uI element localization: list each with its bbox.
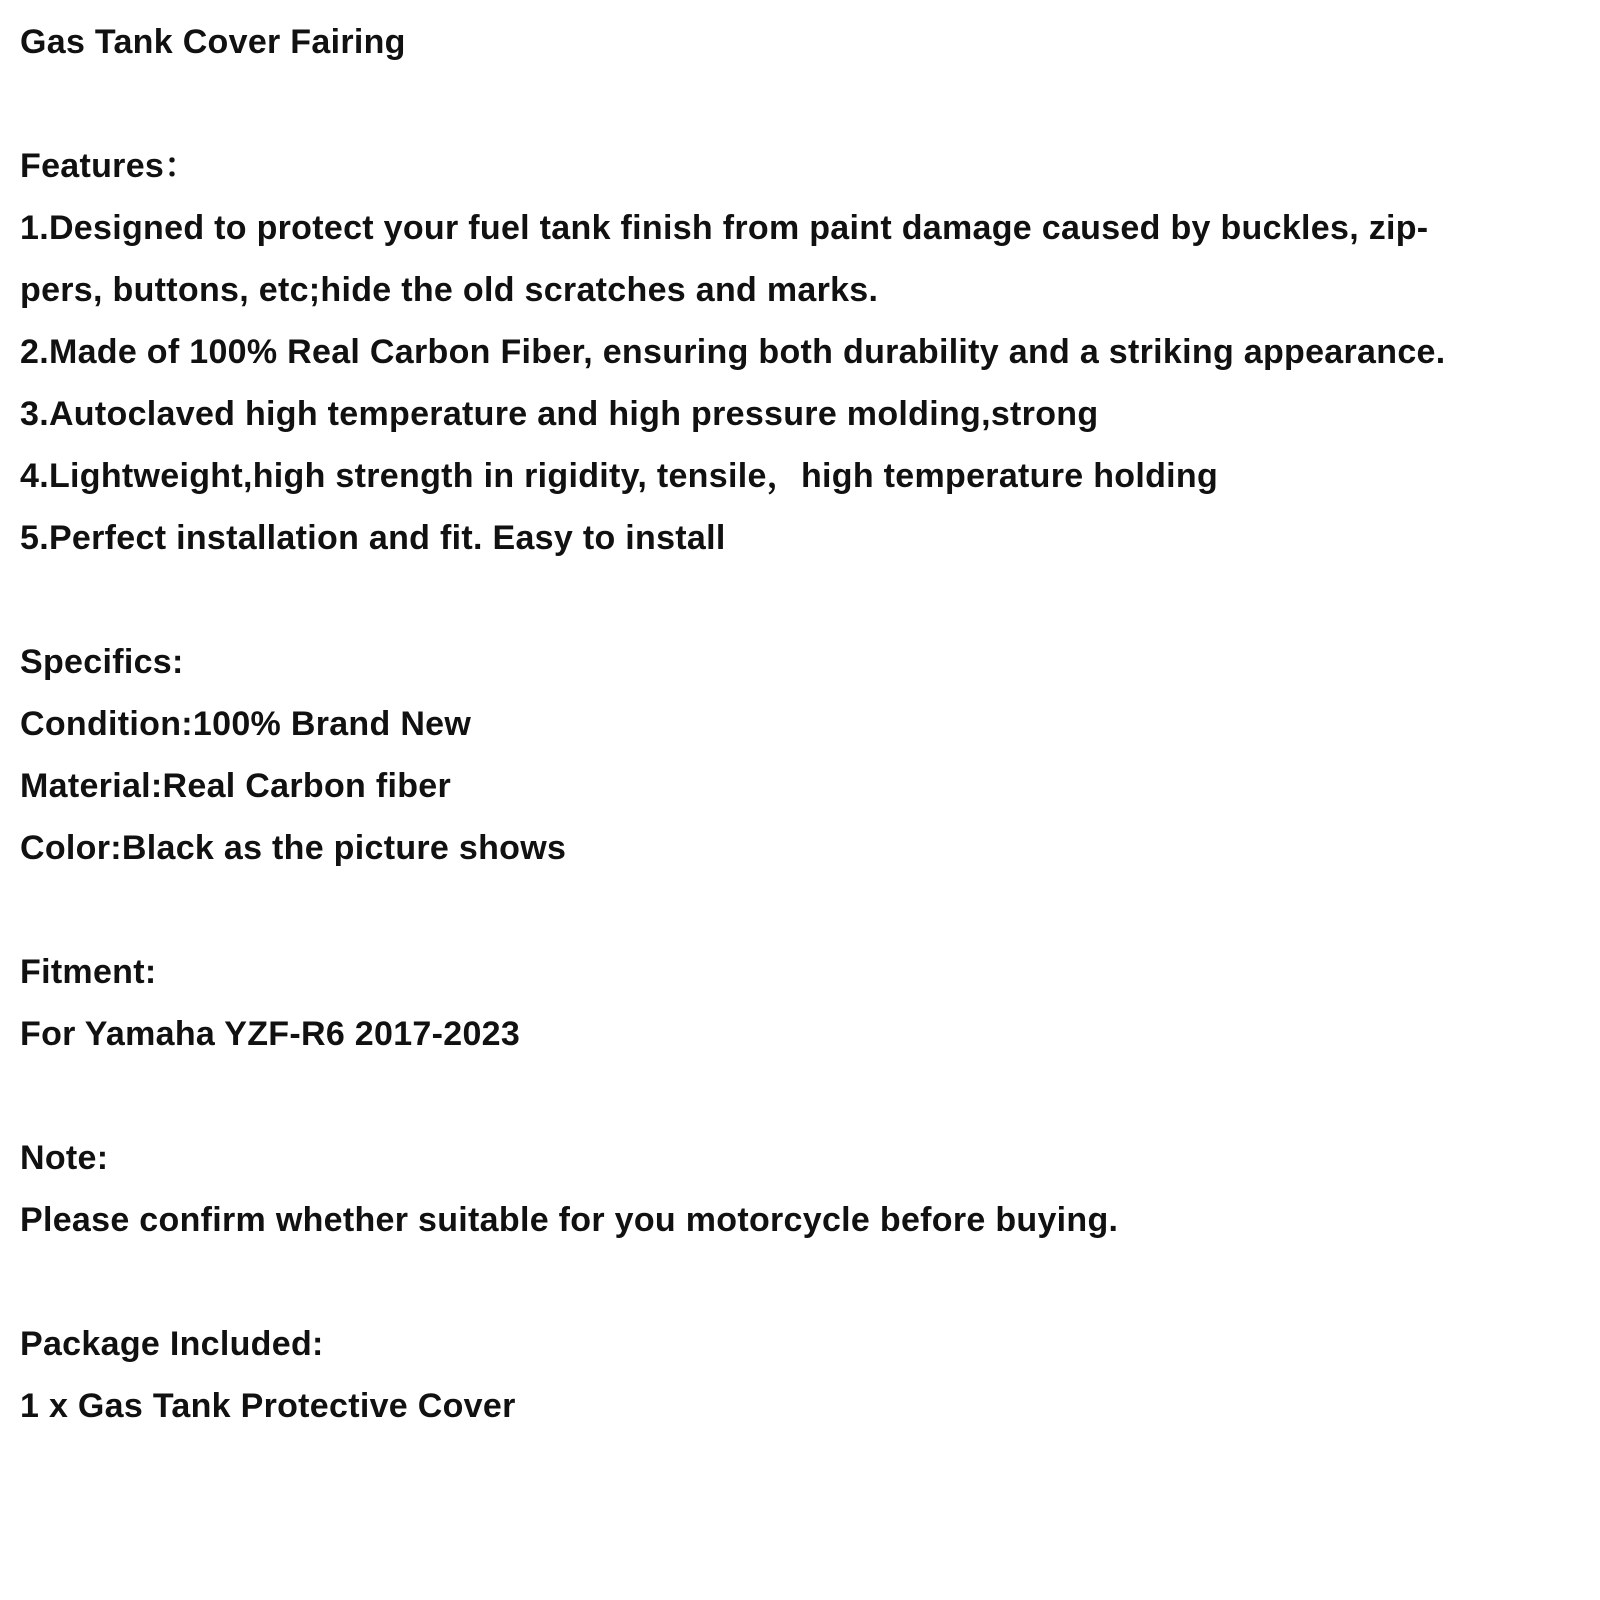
fitment-text: For Yamaha YZF-R6 2017-2023 [20,1015,521,1053]
specifics-heading: Specifics: [20,643,184,681]
feature-line-5: 5.Perfect installation and fit. Easy to install [20,519,726,557]
package-text: 1 x Gas Tank Protective Cover [20,1387,516,1425]
feature-line-2: 2.Made of 100% Real Carbon Fiber, ensuring both durability and a striking appearance. [20,333,1446,371]
fitment-heading: Fitment: [20,953,157,991]
feature-line-1: 1.Designed to protect your fuel tank finish from paint damage caused by buckles, zip- [20,209,1429,247]
spec-condition: Condition:100% Brand New [20,705,472,743]
note-text: Please confirm whether suitable for you motorcycle before buying. [20,1201,1119,1239]
feature-line-1-continued: pers, buttons, etc;hide the old scratches and marks. [20,271,879,309]
spec-color: Color:Black as the picture shows [20,829,567,867]
feature-line-3: 3.Autoclaved high temperature and high pressure molding,strong [20,395,1099,433]
spec-material: Material:Real Carbon fiber [20,767,452,805]
note-heading: Note: [20,1139,109,1177]
feature-line-4: 4.Lightweight,high strength in rigidity, tensile，high temperature holding [20,457,1219,495]
features-heading: Features： [20,147,199,185]
page-title: Gas Tank Cover Fairing [20,23,406,61]
package-heading: Package Included: [20,1325,324,1363]
